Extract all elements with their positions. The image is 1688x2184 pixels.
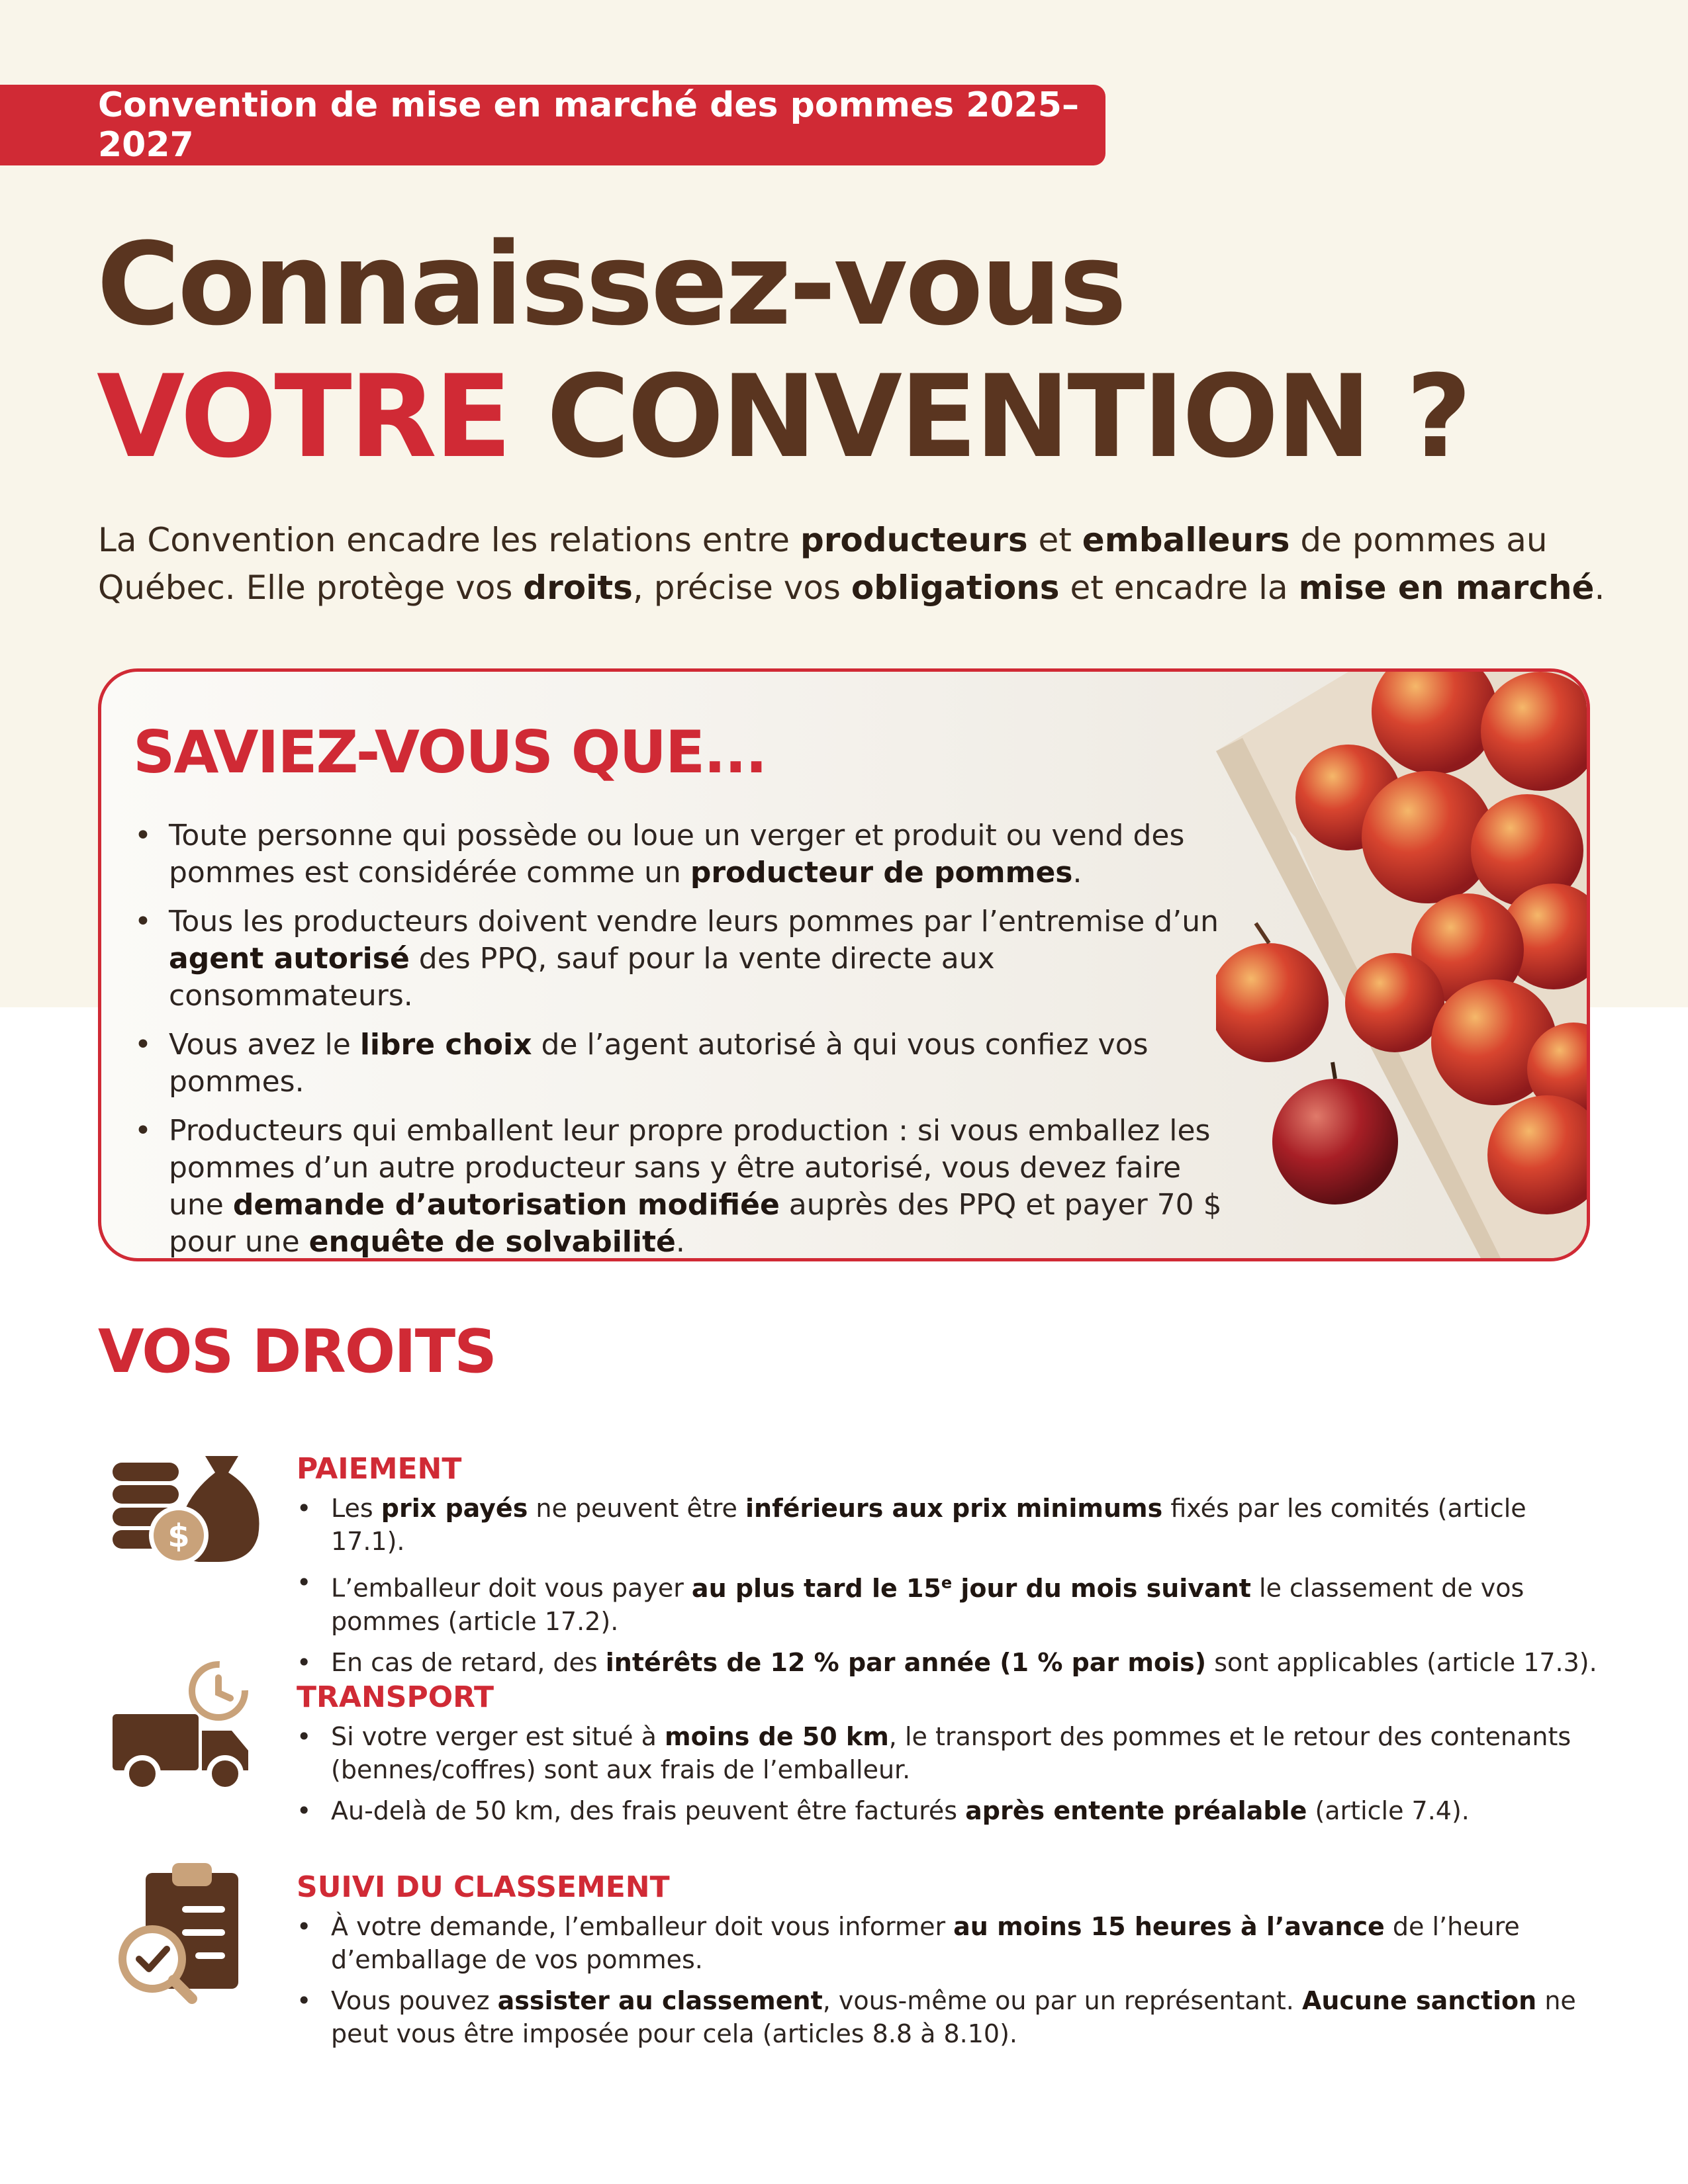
did-you-know-heading: SAVIEZ-VOUS QUE... [133, 718, 767, 786]
did-you-know-box [98, 668, 1590, 1261]
list-item: • Toute personne qui possède ou loue un verger et produit ou vend des pommes est considérée comme un producteur de pommes. [134, 817, 1233, 891]
transport-title: TRANSPORT [297, 1680, 494, 1714]
list-item: • À votre demande, l’emballeur doit vous informer au moins 15 heures à l’avance de l’heure d’emballage de vos pommes. [297, 1910, 1607, 1976]
title-rest: CONVENTION ? [509, 350, 1470, 483]
page-title [97, 218, 1619, 483]
grading-title: SUIVI DU CLASSEMENT [297, 1870, 670, 1904]
list-item: • L’emballeur doit vous payer au plus tard le 15e jour du mois suivant le classement de vos pommes (article 17.2). [297, 1566, 1607, 1638]
header-banner [0, 85, 1105, 165]
clipboard-magnifier-check-icon [106, 1853, 265, 2005]
list-item: • Vous pouvez assister au classement, vous-même ou par un représentant. Aucune sanction ne peut vous être imposée pour cela (articles 8.8 à 8.10). [297, 1984, 1607, 2050]
transport-section [297, 1678, 1607, 1835]
did-you-know-list [134, 817, 1233, 1261]
payment-section [297, 1449, 1607, 1687]
payment-title: PAIEMENT [297, 1452, 462, 1486]
delivery-truck-clock-icon [106, 1655, 265, 1794]
money-coins-bag-icon [106, 1443, 265, 1575]
title-line-1: Connaissez-vous [97, 218, 1125, 351]
list-item: • En cas de retard, des intérêts de 12 % par année (1 % par mois) sont applicables (article 17.3). [297, 1646, 1607, 1679]
apples-crate-image [1216, 672, 1587, 1258]
list-item: • Si votre verger est situé à moins de 50 km, le transport des pommes et le retour des contenants (bennes/coffres) sont aux frais de l’emballeur. [297, 1720, 1607, 1786]
intro-paragraph: La Convention encadre les relations entre producteurs et emballeurs de pommes au Québec. Elle protège vos droits, précise vos obligations et encadre la mise en marché. [98, 521, 1605, 607]
list-item: • Producteurs qui emballent leur propre production : si vous emballez les pommes d’un autre producteur sans y être autorisé, vous devez faire une demande d’autorisation modifiée auprès des PPQ et payer 70 $ pour une enquête de solvabilité. [134, 1113, 1233, 1261]
list-item: • Les prix payés ne peuvent être inférieurs aux prix minimums fixés par les comités (article 17.1). [297, 1492, 1607, 1558]
banner-text: Convention de mise en marché des pommes 2025–2027 [98, 85, 1079, 165]
list-item: • Au-delà de 50 km, des frais peuvent être facturés après entente préalable (article 7.4). [297, 1794, 1607, 1827]
list-item: • Vous avez le libre choix de l’agent autorisé à qui vous confiez vos pommes. [134, 1026, 1233, 1101]
rights-heading: VOS DROITS [98, 1317, 496, 1387]
svg-text:$: $ [167, 1518, 190, 1555]
title-red-word: VOTRE [97, 350, 510, 483]
list-item: • Tous les producteurs doivent vendre leurs pommes par l’entremise d’un agent autorisé des PPQ, sauf pour la vente directe aux consommateurs. [134, 903, 1233, 1015]
grading-section [297, 1868, 1607, 2058]
